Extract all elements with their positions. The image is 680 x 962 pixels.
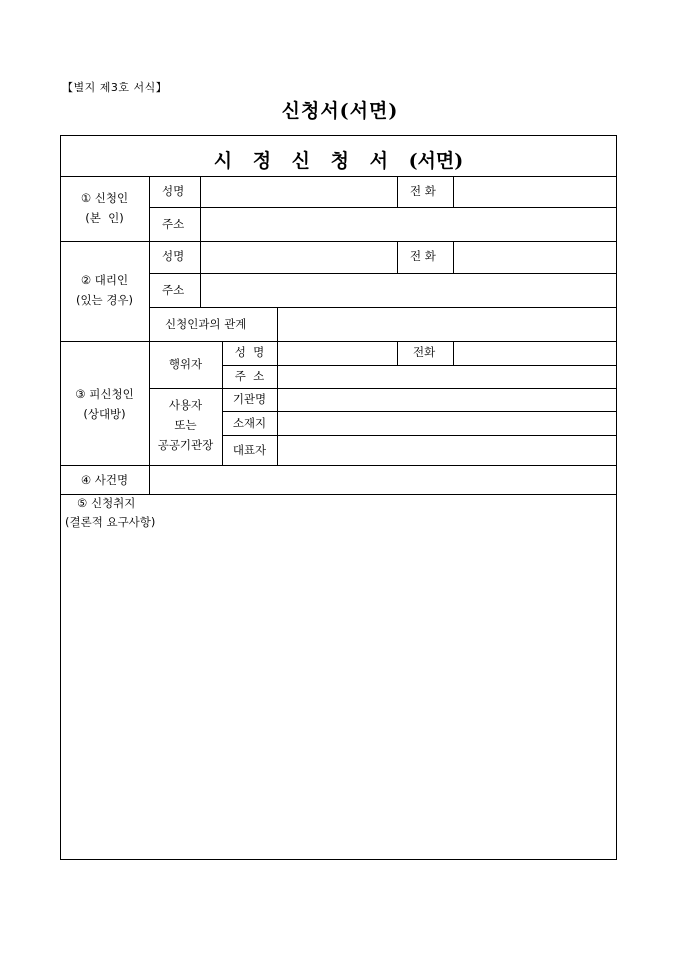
respondent-sublabel: (상대방) <box>83 407 126 421</box>
applicant-label: ① 신청인 <box>80 191 129 205</box>
agent-address-label: 주소 <box>162 283 185 297</box>
org-representative-label: 대표자 <box>232 443 267 457</box>
application-purpose-label: ⑤ 신청취지 <box>77 496 136 510</box>
application-purpose-sublabel: (결론적 요구사항) <box>65 515 156 529</box>
applicant-name-label: 성명 <box>162 184 185 198</box>
agent-relation-label: 신청인과의 관계 <box>165 317 247 331</box>
document-title: 신청서(서면) <box>281 100 399 122</box>
applicant-phone-label: 전 화 <box>410 184 436 198</box>
agent-phone-field[interactable] <box>454 242 616 273</box>
org-location-label: 소재지 <box>232 416 267 430</box>
employer-label: 사용자 <box>168 398 203 412</box>
agent-name-label: 성명 <box>162 249 185 263</box>
row-divider <box>60 494 617 495</box>
actor-phone-label: 전화 <box>413 345 436 359</box>
form-number-label: 【별지 제3호 서식】 <box>62 81 168 94</box>
org-name-label: 기관명 <box>232 392 267 406</box>
applicant-address-label: 주소 <box>162 217 185 231</box>
actor-address-label: 주 소 <box>234 369 265 383</box>
org-name-field[interactable] <box>278 389 616 411</box>
agent-relation-field[interactable] <box>278 308 616 341</box>
application-purpose-field[interactable] <box>61 535 616 858</box>
column-divider <box>397 176 398 207</box>
case-name-label: ④ 사건명 <box>80 473 129 487</box>
applicant-name-field[interactable] <box>201 177 396 207</box>
agent-name-field[interactable] <box>201 242 396 273</box>
column-divider <box>397 241 398 273</box>
actor-phone-field[interactable] <box>454 342 616 365</box>
actor-name-label: 성 명 <box>234 345 265 359</box>
column-divider <box>397 341 398 365</box>
org-location-field[interactable] <box>278 412 616 435</box>
actor-name-field[interactable] <box>278 342 396 365</box>
agent-sublabel: (있는 경우) <box>75 293 134 307</box>
agent-label: ② 대리인 <box>80 273 129 287</box>
agent-address-field[interactable] <box>201 274 616 307</box>
public-agency-head-label: 공공기관장 <box>157 438 214 452</box>
actor-address-field[interactable] <box>278 366 616 388</box>
employer-or-label: 또는 <box>174 418 197 432</box>
agent-phone-label: 전 화 <box>410 249 436 263</box>
applicant-phone-field[interactable] <box>454 177 616 207</box>
org-representative-field[interactable] <box>278 436 616 465</box>
applicant-address-field[interactable] <box>201 208 616 241</box>
applicant-sublabel: (본 인) <box>85 211 124 225</box>
form-box-title: 시 정 신 청 서 (서면) <box>213 150 464 172</box>
case-name-field[interactable] <box>150 466 616 494</box>
respondent-label: ③ 피신청인 <box>75 387 134 401</box>
actor-label: 행위자 <box>168 357 203 371</box>
